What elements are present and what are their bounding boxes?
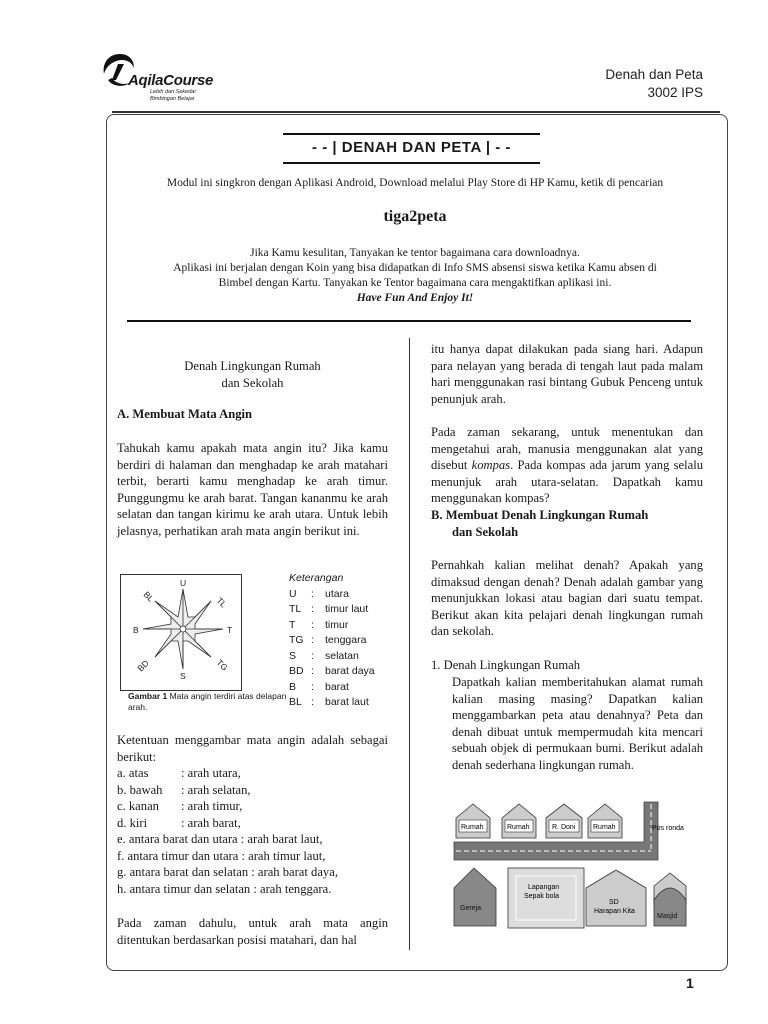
page-title: - - | DENAH DAN PETA | - - <box>312 139 511 156</box>
legend-row: S : selatan <box>289 649 359 662</box>
figure-caption: Gambar 1 Mata angin terdiri atas delapan arah. <box>128 691 287 712</box>
column-divider <box>409 338 410 950</box>
map-house-2: Rumah <box>507 824 530 831</box>
legend-row: T : timur <box>289 618 349 631</box>
legend-row: BL : barat laut <box>289 696 369 708</box>
neighbourhood-map <box>452 800 702 930</box>
page-number: 1 <box>686 975 694 991</box>
rules-list <box>117 765 388 897</box>
rule-item: g. antara barat dan selatan : arah barat daya, <box>117 865 338 879</box>
logo-name: AqilaCourse <box>128 72 214 89</box>
label-tg: TG <box>214 657 231 673</box>
paragraph-nelayan: itu hanya dapat dilakukan pada siang hari. Adapun para nelayan yang berada di tengah laut pada malam hari menggunakan rasi bintang Gubuk Penceng untuk penunjuk arah. <box>431 342 703 406</box>
title-rule-top <box>283 133 540 135</box>
header-topic: Denah dan Peta <box>605 67 703 82</box>
header-info <box>605 66 703 102</box>
paragraph-kompas: Pada zaman sekarang, untuk menentukan dan mengetahui arah, manusia menggunakan alat yang disebut kompas. Pada kompas ada jarum yang selalu menunjuk arah utara-selatan. Dapatkah kamu menggunakan kompas? <box>431 425 704 505</box>
rule-item: d. kiri : arah barat, <box>117 815 241 830</box>
section-heading: Denah Lingkungan Rumah dan Sekolah <box>184 359 321 390</box>
intro-line-5: Have Fun And Enjoy It! <box>356 292 474 304</box>
paragraph-denah: Pernahkah kalian melihat denah? Apakah yang dimaksud dengan denah? Denah adalah gambar yang menunjukkan lokasi atau bagian dari suatu tempat. Berikut akan kita pelajari denah lingkungan rumah dan sekolah. <box>431 558 703 638</box>
paragraph-mata-angin: Tahukah kamu apakah mata angin itu? Jika kamu berdiri di halaman dan menghadap ke arah matahari terbit, berarti kamu menghadap ke arah timur. Punggungmu ke arah barat. Tangan kananmu ke arah selatan dan tangan kirimu ke arah utara. Untuk lebih jelasnya, perhatikan arah mata angin berikut ini. <box>117 441 388 538</box>
legend-title: Keterangan <box>289 572 344 584</box>
map-school-2: Harapan Kita <box>594 908 635 915</box>
legend-row: U : utara <box>289 587 349 600</box>
legend-row: TL : timur laut <box>289 603 369 615</box>
label-b: B <box>133 625 139 635</box>
section-b-heading: B. Membuat Denah Lingkungan Rumah dan Sekolah <box>431 508 649 539</box>
rule-item: a. atas : arah utara, <box>117 766 241 780</box>
label-bl: BL <box>141 589 157 604</box>
logo <box>100 50 220 105</box>
rule-item: h. antara timur dan selatan : arah tenggara. <box>117 881 332 896</box>
legend-row: TG : tenggara <box>289 634 367 646</box>
compass-rose-icon <box>121 575 241 690</box>
map-field-1: Lapangan <box>528 884 560 891</box>
label-bd: BD <box>135 657 151 674</box>
rule-item: b. bawah : arah selatan, <box>117 782 251 797</box>
legend-row: BD : barat daya <box>289 665 375 677</box>
paragraph-ketentuan: Ketentuan menggambar mata angin adalah sebagai berikut: <box>117 733 388 764</box>
intro-line-1: Modul ini singkron dengan Aplikasi Android, Download melalui Play Store di HP Kamu, ketik di pencarian <box>166 177 664 189</box>
map-mosque: Masjid <box>657 913 678 920</box>
intro-line-2: Jika Kamu kesulitan, Tanyakan ke tentor bagaimana cara downloadnya. <box>250 247 580 259</box>
compass-legend <box>289 571 375 711</box>
map-house-doni: R. Doni <box>552 824 576 831</box>
rule-item: c. kanan : arah timur, <box>117 799 243 813</box>
legend-row: B : barat <box>289 680 349 693</box>
intro-separator <box>127 320 691 322</box>
map-pos-ronda: Pos ronda <box>652 825 684 832</box>
app-name: tiga2peta <box>383 208 447 225</box>
label-t: T <box>227 625 233 635</box>
rule-item: f. antara timur dan utara : arah timur laut, <box>117 848 326 863</box>
header-code: 3002 IPS <box>647 85 703 100</box>
top-rule <box>112 111 720 113</box>
label-u: U <box>180 578 187 588</box>
intro-line-3: Aplikasi ini berjalan dengan Koin yang bisa didapatkan di Info SMS absensi siswa ketika Kamu absen di <box>173 262 657 274</box>
paragraph-zaman-dahulu: Pada zaman dahulu, untuk arah mata angin ditentukan berdasarkan posisi matahari, dan hal <box>117 916 388 947</box>
map-church: Gereja <box>460 905 482 912</box>
compass-figure <box>120 574 242 691</box>
rule-item: e. antara barat dan utara : arah barat laut, <box>117 832 323 846</box>
label-s: S <box>180 671 186 681</box>
item-1-body: Dapatkah kalian memberitahukan alamat rumah kalian masing masing? Dapatkan kalian menggambarkan peta atau denahnya? Peta dan denah dibuat untuk mempermudah kita mencari sebuah objek di permukaan bumi. Berikut adalah denah sederhana lingkungan rumah. <box>452 675 703 772</box>
map-school-1: SD <box>609 899 619 906</box>
label-tl: TL <box>214 595 229 610</box>
intro-line-4: Bimbel dengan Kartu. Tanyakan ke Tentor bagaimana cara mengaktifkan aplikasi ini. <box>218 277 612 289</box>
map-house-4: Rumah <box>593 824 616 831</box>
logo-tagline: Lebih dari Sekedar Bimbingan Belajar <box>150 89 197 102</box>
map-house-1: Rumah <box>461 824 484 831</box>
item-1-title: 1. Denah Lingkungan Rumah <box>431 658 580 672</box>
section-a-heading: A. Membuat Mata Angin <box>117 407 253 421</box>
title-rule-bottom <box>283 162 540 164</box>
map-field-2: Sepak bola <box>524 893 560 900</box>
